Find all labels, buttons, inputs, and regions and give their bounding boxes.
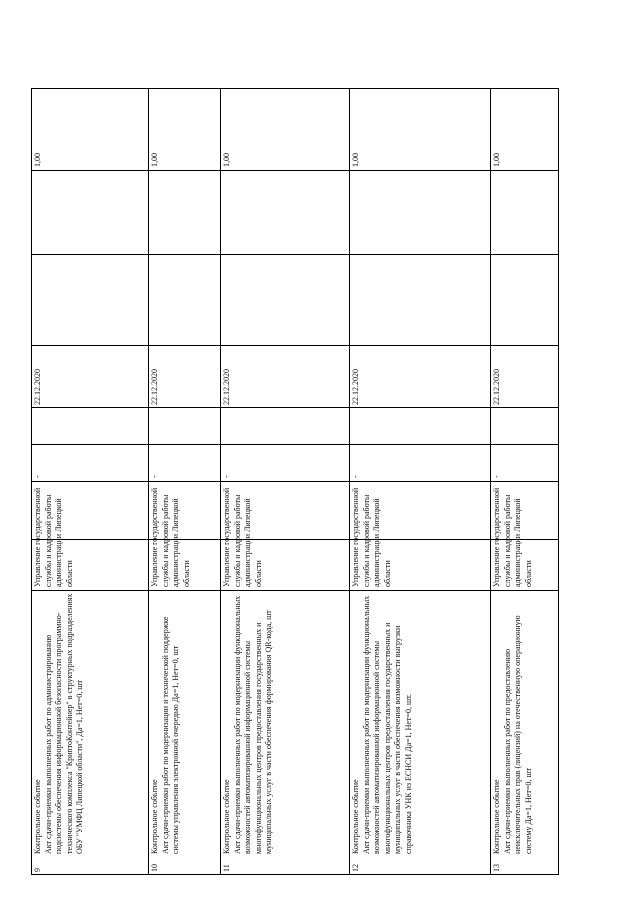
- row-number-cell: [31, 857, 148, 875]
- completion-date: 22.12.2020: [33, 369, 42, 405]
- indicator-value-cell: [148, 88, 220, 170]
- indicator-value-cell: [349, 88, 490, 170]
- completion-date: 22.12.2020: [222, 369, 231, 405]
- event-description-cell: [220, 590, 349, 857]
- empty-marker: -: [33, 475, 42, 478]
- indicator-value: 1,00: [33, 153, 42, 167]
- event-description-cell: [490, 590, 559, 857]
- responsible-department-cell: [349, 481, 490, 590]
- indicator-value-cell: [490, 88, 559, 170]
- table-horizontal-rule: [31, 170, 559, 171]
- empty-marker-cell: [349, 408, 490, 481]
- indicator-value: 1,00: [351, 153, 360, 167]
- rotated-table: [31, 88, 559, 875]
- event-description: Контрольное событие Акт сдачи-приемки выполненных работ по модернизации функциональных возможностей автоматизированной информационной системы многофункциональных центров предоставления государственных и муниципальных услуг в части обеспечения возможности выгрузки справочника УНК из ЕСНСИ Да=1, Нет=0, шт.: [351, 595, 413, 854]
- responsible-department: Управление государственной службы и кадровой работы администрации Липецкой области: [492, 487, 533, 587]
- empty-marker-cell: [31, 408, 148, 481]
- row-number: 13: [492, 864, 501, 872]
- row-number: 9: [33, 868, 42, 872]
- event-description: Контрольное событие Акт сдачи-приемки выполненных работ по модернизации функциональных возможностей автоматизированной информационной системы многофункциональных центров предоставления государственных и муниципальных услуг в части обеспечения формирования QR-кода, шт: [222, 595, 273, 854]
- event-description: Контрольное событие Акт сдачи-приемки выполненных работ по предоставлению неисключительных прав (лицензий) на отечественную операционную систему Да=1, Нет=0, шт: [492, 615, 533, 854]
- empty-marker: -: [351, 475, 360, 478]
- empty-marker: -: [492, 475, 501, 478]
- row-number: 10: [150, 864, 159, 872]
- indicator-value-cell: [31, 88, 148, 170]
- empty-marker: -: [150, 475, 159, 478]
- indicator-value-cell: [220, 88, 349, 170]
- responsible-department-cell: [31, 481, 148, 590]
- row-number-cell: [349, 857, 490, 875]
- completion-date: 22.12.2020: [351, 369, 360, 405]
- completion-date-cell: [148, 345, 220, 408]
- completion-date-cell: [490, 345, 559, 408]
- responsible-department-cell: [220, 481, 349, 590]
- empty-marker-cell: [148, 408, 220, 481]
- responsible-department: Управление государственной службы и кадровой работы администрации Липецкой области: [351, 487, 392, 587]
- table-horizontal-rule: [31, 254, 559, 255]
- row-number-cell: [220, 857, 349, 875]
- empty-marker: -: [222, 475, 231, 478]
- row-number-cell: [490, 857, 559, 875]
- indicator-value: 1,00: [492, 153, 501, 167]
- responsible-department-cell: [148, 481, 220, 590]
- indicator-value: 1,00: [150, 153, 159, 167]
- responsible-department-cell: [490, 481, 559, 590]
- event-description-cell: [31, 590, 148, 857]
- responsible-department: Управление государственной службы и кадровой работы администрации Липецкой области: [150, 487, 191, 587]
- event-description: Контрольное событие Акт сдачи-приемки работ по модернизации и технической поддержке системы управления электронной очередью Да=1, Нет=0, шт: [150, 616, 180, 854]
- indicator-value: 1,00: [222, 153, 231, 167]
- event-description: Контрольное событие Акт сдачи-приемки выполненных работ по администрированию подсистемы обеспечения информационной безопасности программно-технического комплекса "КриптоКонтейнер" в структурных подразделениях ОБУ "УМФЦ Липецкой области", Да=1, Нет=0, шт: [33, 593, 84, 854]
- row-number: 11: [222, 864, 231, 872]
- completion-date: 22.12.2020: [492, 369, 501, 405]
- completion-date-cell: [349, 345, 490, 408]
- responsible-department: Управление государственной службы и кадровой работы администрации Липецкой области: [33, 487, 74, 587]
- responsible-department: Управление государственной службы и кадровой работы администрации Липецкой области: [222, 487, 263, 587]
- empty-marker-cell: [220, 408, 349, 481]
- event-description-cell: [349, 590, 490, 857]
- empty-marker-cell: [490, 408, 559, 481]
- row-number: 12: [351, 864, 360, 872]
- completion-date-cell: [220, 345, 349, 408]
- completion-date: 22.12.2020: [150, 369, 159, 405]
- event-description-cell: [148, 590, 220, 857]
- row-number-cell: [148, 857, 220, 875]
- completion-date-cell: [31, 345, 148, 408]
